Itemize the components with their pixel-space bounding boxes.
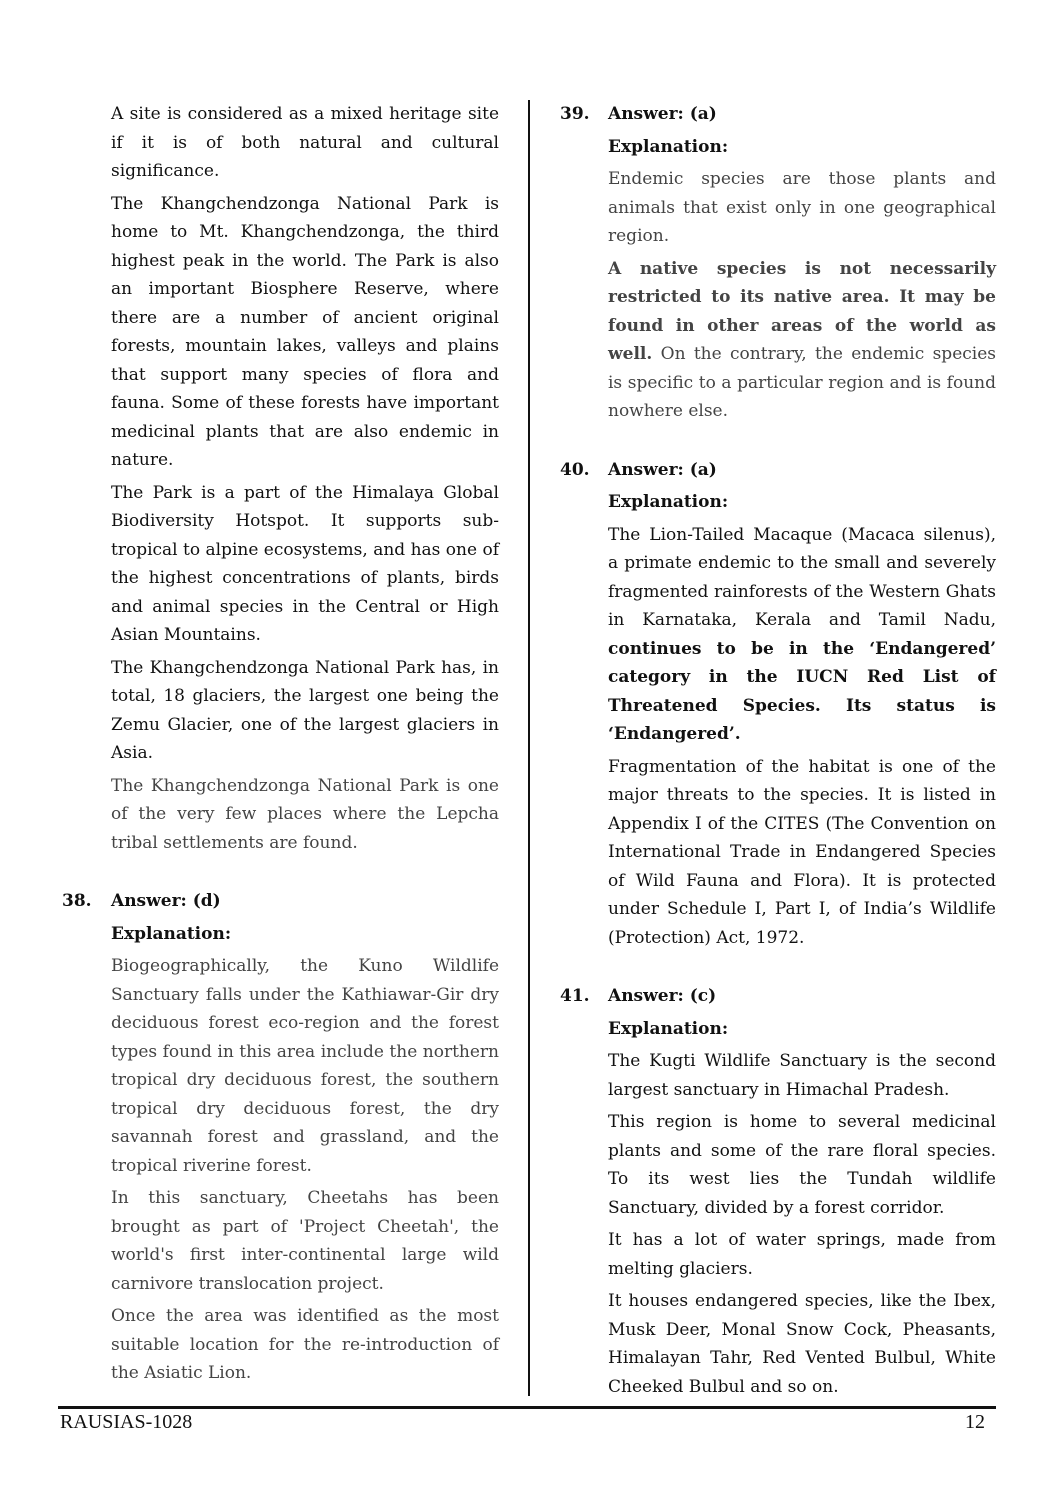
bold-text: continues to be in the ‘Endangered’ category in the IUCN Red List of Threatened Species. Its status is ‘Endangered’. <box>608 638 996 744</box>
explanation-heading: Explanation: <box>608 136 729 157</box>
paragraph: Biogeographically, the Kuno Wildlife Sanctuary falls under the Kathiawar-Gir dry deciduous forest eco-region and the forest types found in this area include the northern tropical dry deciduous forest, the southern tropical dry deciduous forest, the dry savannah forest and grassland, and the tropical riverine forest. <box>111 956 499 1176</box>
paragraph: This region is home to several medicinal plants and some of the rare floral species. To its west lies the Tundah wildlife Sanctuary, divided by a forest corridor. <box>608 1112 996 1218</box>
question-41 <box>560 982 996 1401</box>
paragraph: A site is considered as a mixed heritage site if it is of both natural and cultural significance. <box>111 104 499 181</box>
paragraph <box>608 255 996 426</box>
question-number: 40. <box>560 459 590 480</box>
explanation-heading: Explanation: <box>608 492 729 512</box>
page-number: 12 <box>965 1411 985 1433</box>
column-divider <box>528 100 530 1396</box>
question-39 <box>560 100 996 426</box>
paragraph: Once the area was identified as the most suitable location for the re-introduction of the Asiatic Lion. <box>111 1306 499 1383</box>
paragraph: The Kugti Wildlife Sanctuary is the second largest sanctuary in Himachal Pradesh. <box>608 1051 996 1100</box>
text: The Lion-Tailed Macaque (Macaca silenus), a primate endemic to the small and severely fragmented rainforests of the Western Ghats in Karnataka, Kerala and Tamil Nadu, <box>608 524 996 630</box>
paragraph <box>608 521 996 749</box>
question-40 <box>560 456 996 953</box>
footer-rule <box>58 1406 996 1409</box>
paragraph: In this sanctuary, Cheetahs has been brought as part of 'Project Cheetah', the world's first inter-continental large wild carnivore translocation project. <box>111 1188 499 1294</box>
paragraph: The Khangchendzonga National Park is one of the very few places where the Lepcha tribal settlements are found. <box>111 775 499 853</box>
paragraph: It houses endangered species, like the Ibex, Musk Deer, Monal Snow Cock, Pheasants, Himalayan Tahr, Red Vented Bulbul, White Cheeked Bulbul and so on. <box>608 1291 996 1397</box>
question-number: 41. <box>560 986 590 1006</box>
question-38 <box>62 887 499 1388</box>
footer-code: RAUSIAS-1028 <box>60 1411 193 1433</box>
answer-label: Answer: (d) <box>111 891 221 911</box>
answer-label: Answer: (a) <box>608 459 717 480</box>
paragraph: Fragmentation of the habitat is one of the major threats to the species. It is listed in Appendix I of the CITES (The Convention on International Trade in Endangered Species of Wild Fauna and Flora). It is protected under Schedule I, Part I, of India’s Wildlife (Protection) Act, 1972. <box>608 756 996 948</box>
paragraph: The Park is a part of the Himalaya Global Biodiversity Hotspot. It supports sub-tropical to alpine ecosystems, and has one of the highest concentrations of plants, birds and animal species in the Central or High Asian Mountains. <box>111 482 499 645</box>
question-number: 39. <box>560 104 590 124</box>
question-number: 38. <box>62 891 92 911</box>
bold-text: A native species is not necessarily restricted to its native area. It may be found in other areas of the world as well. <box>608 258 996 364</box>
paragraph: The Khangchendzonga National Park is home to Mt. Khangchendzonga, the third highest peak in the world. The Park is also an important Biosphere Reserve, where there are a number of ancient original forests, mountain lakes, valleys and plains that support many species of flora and fauna. Some of these forests have important medicinal plants that are also endemic in nature. <box>111 193 499 470</box>
answer-label: Answer: (c) <box>608 986 717 1006</box>
text: On the contrary, the endemic species is specific to a particular region and is found nowhere else. <box>608 344 996 421</box>
answer-label: Answer: (a) <box>608 104 717 124</box>
paragraph: The Khangchendzonga National Park has, in total, 18 glaciers, the largest one being the Zemu Glacier, one of the largest glaciers in Asia. <box>111 657 499 763</box>
explanation-heading: Explanation: <box>608 1018 729 1039</box>
paragraph: Endemic species are those plants and animals that exist only in one geographical region. <box>608 169 996 246</box>
right-column <box>560 100 996 1405</box>
left-column <box>62 100 499 1392</box>
paragraph: It has a lot of water springs, made from melting glaciers. <box>608 1230 996 1279</box>
explanation-heading: Explanation: <box>111 923 232 944</box>
